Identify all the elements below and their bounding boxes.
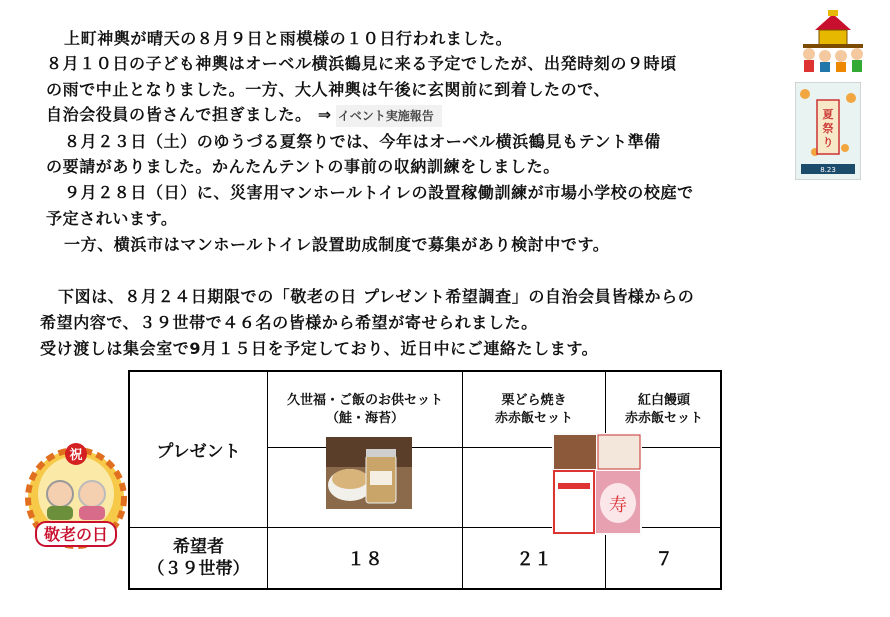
summer-festival-poster bbox=[795, 82, 861, 180]
badge-top-char: 祝 bbox=[69, 448, 83, 463]
header-present: プレゼント bbox=[130, 372, 268, 528]
rice-topping-jar-photo bbox=[326, 437, 412, 509]
text-line-1: 上町神輿が晴天の８月９日と雨模様の１０日行われました。 bbox=[64, 29, 513, 48]
item-1-name-line2: （鮭・海苔） bbox=[325, 411, 404, 426]
item-1-name-line1: 久世福・ご飯のお供セット bbox=[286, 393, 443, 408]
poster-date: 8.23 bbox=[820, 166, 836, 174]
item-2-name-line2: 赤赤飯セット bbox=[494, 411, 573, 426]
item-1-count: １８ bbox=[268, 528, 463, 588]
event-report-link[interactable]: イベント実施報告 bbox=[336, 105, 442, 127]
badge-caption: 敬老の日 bbox=[43, 525, 109, 544]
text-line-6: の要請がありました。かんたんテントの事前の収納訓練をしました。 bbox=[46, 157, 560, 176]
text-line-11: 希望内容で、３９世帯で４６名の皆様から希望が寄せられました。 bbox=[40, 313, 538, 332]
item-3-count: ７ bbox=[655, 549, 673, 570]
text-line-8: 予定されいます。 bbox=[46, 209, 178, 228]
text-line-3: の雨で中止となりました。一方、大人神輿は午後に玄関前に到着したので、 bbox=[46, 80, 611, 99]
mikoshi-illustration-icon bbox=[797, 10, 869, 74]
svg-text:寿: 寿 bbox=[609, 495, 627, 516]
text-line-9: 一方、横浜市はマンホールトイレ設置助成制度で募集があり検討中です。 bbox=[64, 235, 610, 254]
poster-title-2: 祭 bbox=[822, 122, 834, 135]
poster-title-1: 夏 bbox=[822, 108, 834, 121]
text-line-5: ８月２３日（土）のゆうづる夏祭りでは、今年はオーベル横浜鶴見もテント準備 bbox=[64, 132, 661, 151]
text-line-2: ８月１０日の子ども神輿はオーベル横浜鶴見に来る予定でしたが、出発時刻の９時頃 bbox=[46, 54, 677, 73]
item-3-name-line2: 赤赤飯セット bbox=[624, 411, 703, 426]
item-2-count: ２１ bbox=[463, 528, 606, 588]
text-line-10: 下図は、８月２４日期限での「敬老の日 プレゼント希望調査」の自治会員皆様からの bbox=[58, 287, 695, 306]
item-2-name-line1: 栗どら焼き bbox=[501, 393, 567, 408]
text-line-4 bbox=[46, 102, 442, 127]
item-3-name-line1: 紅白饅頭 bbox=[637, 393, 690, 408]
poster-title-3: り bbox=[822, 136, 834, 149]
keiro-no-hi-badge-icon bbox=[22, 436, 130, 556]
header-applicants bbox=[130, 528, 268, 588]
text-line-4-content: 自治会役員の皆さんで担ぎました。 bbox=[46, 105, 312, 124]
arrow-icon: ⇒ bbox=[317, 105, 332, 124]
text-line-12: 受け渡しは集会室で9月１５日を予定しており、近日中にご連絡たします。 bbox=[40, 339, 599, 358]
header-applicants-line2: （３９世帯） bbox=[147, 559, 250, 579]
header-applicants-line1: 希望者 bbox=[173, 537, 224, 557]
text-line-7: ９月２８日（日）に、災害用マンホールトイレの設置稼働訓練が市場小学校の校庭で bbox=[64, 183, 694, 202]
dorayaki-sekihan-set-photo bbox=[552, 433, 642, 535]
